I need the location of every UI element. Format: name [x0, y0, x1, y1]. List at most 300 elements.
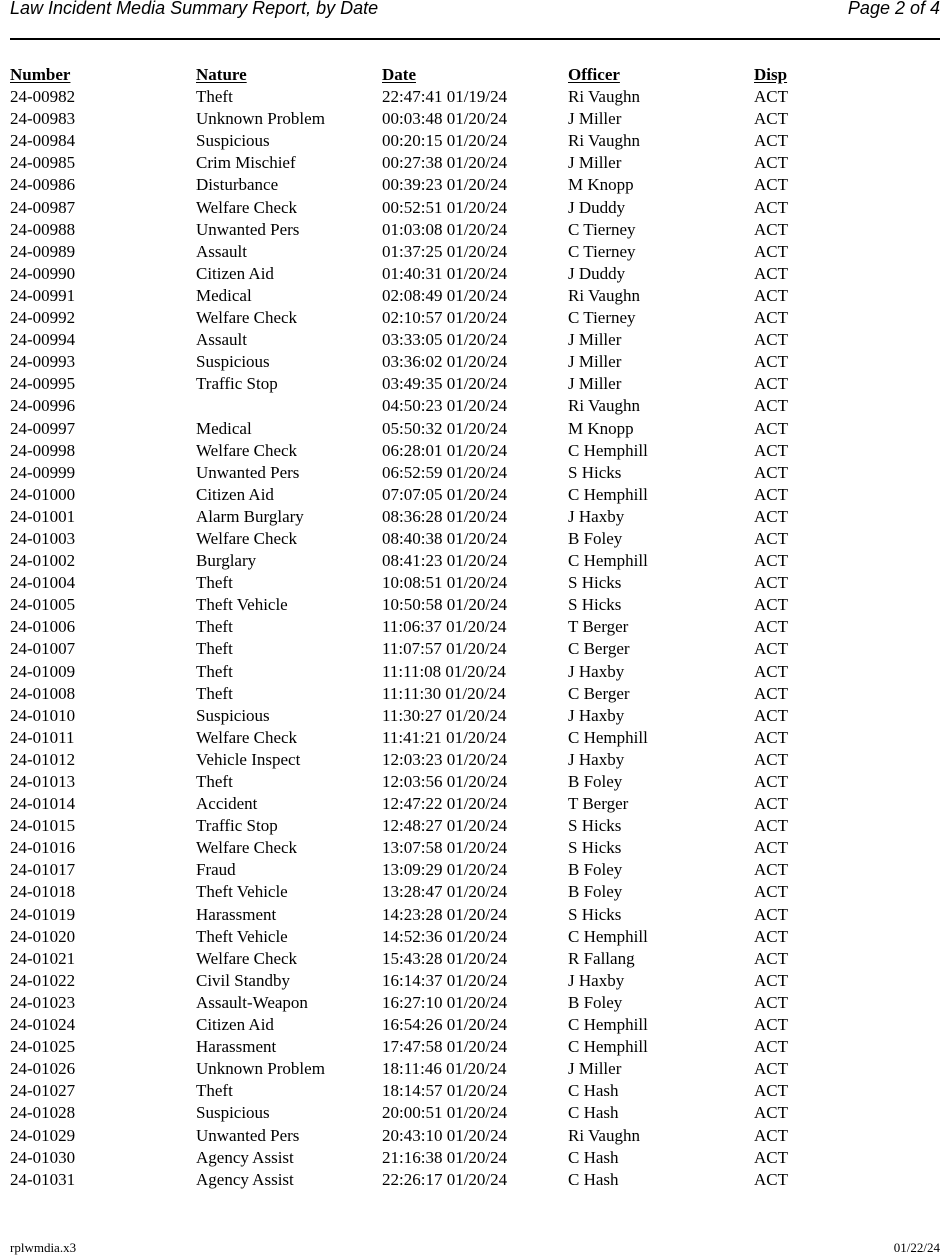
cell-number: 24-00998 — [10, 440, 76, 460]
cell-disp: ACT — [754, 683, 788, 703]
cell-date: 03:49:35 01/20/24 — [382, 374, 508, 394]
table-row — [10, 1080, 940, 1102]
cell-nature: Unwanted Pers — [196, 219, 300, 239]
cell-number: 24-01002 — [10, 551, 76, 571]
cell-officer: C Berger — [568, 639, 630, 659]
cell-officer: C Hash — [568, 1081, 619, 1101]
table-row — [10, 351, 940, 373]
cell-number: 24-00992 — [10, 308, 76, 328]
cell-date: 03:33:05 01/20/24 — [382, 330, 508, 350]
table-row — [10, 550, 940, 572]
cell-nature: Harassment — [196, 904, 277, 924]
cell-number: 24-01025 — [10, 1037, 76, 1057]
cell-nature: Theft — [196, 87, 233, 107]
column-header-officer: Officer — [568, 65, 620, 84]
cell-date: 00:39:23 01/20/24 — [382, 175, 508, 195]
table-row — [10, 749, 940, 771]
cell-officer: C Tierney — [568, 241, 636, 261]
table-row — [10, 241, 940, 263]
cell-disp: ACT — [754, 617, 788, 637]
cell-date: 00:20:15 01/20/24 — [382, 131, 508, 151]
page-number: Page 2 of 4 — [847, 0, 940, 18]
cell-nature: Suspicious — [196, 1103, 270, 1123]
cell-disp: ACT — [754, 772, 788, 791]
cell-number: 24-01019 — [10, 904, 76, 924]
table-row — [10, 992, 940, 1014]
cell-disp: ACT — [754, 970, 788, 990]
cell-disp: ACT — [754, 87, 788, 107]
cell-number: 24-00989 — [10, 241, 76, 261]
cell-officer: B Foley — [568, 860, 623, 880]
table-row — [10, 307, 940, 329]
table-row — [10, 152, 940, 174]
column-header-date: Date — [382, 65, 416, 84]
cell-date: 14:52:36 01/20/24 — [382, 926, 508, 946]
cell-nature: Theft — [196, 617, 233, 637]
cell-nature: Unwanted Pers — [196, 462, 300, 482]
table-row — [10, 130, 940, 152]
cell-officer: T Berger — [568, 794, 629, 814]
cell-date: 16:54:26 01/20/24 — [382, 1015, 508, 1035]
cell-officer: S Hicks — [568, 595, 622, 615]
cell-disp: ACT — [754, 1103, 788, 1123]
cell-disp: ACT — [754, 506, 788, 526]
table-row — [10, 572, 940, 594]
cell-nature: Assault — [196, 241, 247, 261]
cell-date: 13:09:29 01/20/24 — [382, 860, 508, 880]
cell-nature: Theft — [196, 1081, 233, 1101]
cell-number: 24-01011 — [10, 727, 75, 747]
cell-number: 24-01005 — [10, 595, 76, 615]
cell-officer: J Haxby — [568, 705, 625, 725]
table-row — [10, 1125, 940, 1147]
cell-officer: C Hash — [568, 1169, 619, 1189]
cell-nature: Theft — [196, 772, 233, 791]
cell-officer: J Haxby — [568, 970, 625, 990]
cell-nature: Suspicious — [196, 131, 270, 151]
cell-number: 24-00993 — [10, 352, 76, 372]
cell-number: 24-01016 — [10, 838, 76, 858]
cell-officer: J Haxby — [568, 661, 625, 681]
table-row — [10, 174, 940, 196]
cell-nature: Theft Vehicle — [196, 595, 288, 615]
cell-officer: B Foley — [568, 992, 623, 1012]
cell-number: 24-00990 — [10, 263, 76, 283]
cell-date: 21:16:38 01/20/24 — [382, 1147, 508, 1167]
cell-officer: J Miller — [568, 352, 622, 372]
cell-officer: C Hemphill — [568, 551, 648, 571]
cell-nature: Medical — [196, 418, 252, 438]
cell-date: 06:52:59 01/20/24 — [382, 462, 508, 482]
cell-date: 04:50:23 01/20/24 — [382, 396, 508, 416]
cell-number: 24-01028 — [10, 1103, 76, 1123]
cell-disp: ACT — [754, 639, 788, 659]
cell-date: 11:30:27 01/20/24 — [382, 705, 507, 725]
cell-disp: ACT — [754, 241, 788, 261]
cell-date: 16:27:10 01/20/24 — [382, 992, 508, 1012]
cell-nature: Medical — [196, 285, 252, 305]
cell-date: 17:47:58 01/20/24 — [382, 1037, 508, 1057]
table-row — [10, 1102, 940, 1124]
table-row — [10, 705, 940, 727]
cell-disp: ACT — [754, 396, 788, 416]
cell-officer: C Hemphill — [568, 1015, 648, 1035]
cell-date: 02:10:57 01/20/24 — [382, 308, 508, 328]
cell-officer: Ri Vaughn — [568, 396, 640, 416]
cell-number: 24-00982 — [10, 87, 76, 107]
cell-nature: Unwanted Pers — [196, 1125, 300, 1145]
cell-number: 24-00996 — [10, 396, 76, 416]
cell-date: 12:47:22 01/20/24 — [382, 794, 508, 814]
cell-nature: Agency Assist — [196, 1169, 294, 1189]
cell-officer: R Fallang — [568, 948, 635, 968]
cell-number: 24-01006 — [10, 617, 76, 637]
cell-nature: Disturbance — [196, 175, 279, 195]
cell-nature: Harassment — [196, 1037, 277, 1057]
cell-officer: J Miller — [568, 330, 622, 350]
cell-date: 13:07:58 01/20/24 — [382, 838, 508, 858]
cell-officer: B Foley — [568, 528, 623, 548]
cell-officer: J Miller — [568, 374, 622, 394]
cell-date: 00:27:38 01/20/24 — [382, 153, 508, 173]
cell-nature: Accident — [196, 794, 258, 814]
cell-nature: Theft Vehicle — [196, 926, 288, 946]
cell-number: 24-01013 — [10, 772, 76, 791]
cell-nature: Welfare Check — [196, 440, 298, 460]
cell-date: 13:28:47 01/20/24 — [382, 882, 508, 902]
cell-nature: Civil Standby — [196, 970, 290, 990]
cell-disp: ACT — [754, 926, 788, 946]
cell-nature: Citizen Aid — [196, 263, 274, 283]
table-row — [10, 616, 940, 638]
cell-officer: B Foley — [568, 882, 623, 902]
cell-nature: Agency Assist — [196, 1147, 294, 1167]
cell-date: 20:43:10 01/20/24 — [382, 1125, 508, 1145]
cell-number: 24-01027 — [10, 1081, 76, 1101]
cell-disp: ACT — [754, 175, 788, 195]
cell-date: 11:41:21 01/20/24 — [382, 727, 507, 747]
cell-disp: ACT — [754, 153, 788, 173]
cell-date: 18:14:57 01/20/24 — [382, 1081, 508, 1101]
cell-disp: ACT — [754, 1147, 788, 1167]
cell-number: 24-01029 — [10, 1125, 76, 1145]
cell-date: 03:36:02 01/20/24 — [382, 352, 508, 372]
cell-disp: ACT — [754, 794, 788, 814]
cell-number: 24-00994 — [10, 330, 76, 350]
cell-date: 11:11:30 01/20/24 — [382, 683, 506, 703]
table-row — [10, 970, 940, 992]
cell-date: 08:41:23 01/20/24 — [382, 551, 508, 571]
cell-date: 07:07:05 01/20/24 — [382, 484, 508, 504]
cell-officer: C Hemphill — [568, 1037, 648, 1057]
cell-date: 12:03:56 01/20/24 — [382, 772, 508, 791]
cell-nature: Assault — [196, 330, 247, 350]
cell-officer: J Miller — [568, 109, 622, 129]
cell-officer: Ri Vaughn — [568, 87, 640, 107]
cell-officer: S Hicks — [568, 816, 622, 836]
cell-number: 24-01020 — [10, 926, 76, 946]
cell-date: 16:14:37 01/20/24 — [382, 970, 508, 990]
cell-disp: ACT — [754, 551, 788, 571]
table-header-row — [10, 64, 940, 86]
cell-date: 01:40:31 01/20/24 — [382, 263, 508, 283]
cell-disp: ACT — [754, 1059, 788, 1079]
cell-officer: C Hemphill — [568, 484, 648, 504]
cell-disp: ACT — [754, 1081, 788, 1101]
cell-officer: C Hemphill — [568, 926, 648, 946]
table-row — [10, 948, 940, 970]
cell-number: 24-00983 — [10, 109, 76, 129]
cell-date: 12:03:23 01/20/24 — [382, 749, 508, 769]
cell-date: 00:03:48 01/20/24 — [382, 109, 508, 129]
cell-number: 24-01000 — [10, 484, 76, 504]
cell-nature: Assault-Weapon — [196, 992, 308, 1012]
table-row — [10, 1014, 940, 1036]
cell-date: 00:52:51 01/20/24 — [382, 197, 508, 217]
cell-date: 06:28:01 01/20/24 — [382, 440, 508, 460]
cell-date: 11:06:37 01/20/24 — [382, 617, 507, 637]
table-body — [10, 86, 940, 1191]
cell-nature: Theft Vehicle — [196, 882, 288, 902]
cell-date: 12:48:27 01/20/24 — [382, 816, 508, 836]
table-row — [10, 881, 940, 903]
table-row — [10, 285, 940, 307]
cell-number: 24-01021 — [10, 948, 76, 968]
cell-disp: ACT — [754, 573, 788, 593]
table-row — [10, 837, 940, 859]
cell-number: 24-01015 — [10, 816, 76, 836]
cell-nature: Alarm Burglary — [196, 506, 304, 526]
cell-disp: ACT — [754, 992, 788, 1012]
cell-date: 02:08:49 01/20/24 — [382, 285, 508, 305]
table-row — [10, 86, 940, 108]
table-row — [10, 462, 940, 484]
cell-disp: ACT — [754, 882, 788, 902]
cell-officer: J Duddy — [568, 263, 626, 283]
table-row — [10, 638, 940, 660]
cell-officer: Ri Vaughn — [568, 131, 640, 151]
table-row — [10, 793, 940, 815]
table-row — [10, 594, 940, 616]
cell-number: 24-00995 — [10, 374, 76, 394]
column-header-nature: Nature — [196, 65, 247, 84]
cell-nature: Vehicle Inspect — [196, 749, 301, 769]
cell-officer: Ri Vaughn — [568, 285, 640, 305]
cell-disp: ACT — [754, 838, 788, 858]
cell-nature: Welfare Check — [196, 838, 298, 858]
cell-officer: M Knopp — [568, 175, 634, 195]
table-row — [10, 329, 940, 351]
table-row — [10, 1147, 940, 1169]
cell-number: 24-00999 — [10, 462, 76, 482]
cell-nature: Citizen Aid — [196, 1015, 274, 1035]
table-row — [10, 506, 940, 528]
cell-number: 24-01003 — [10, 528, 76, 548]
cell-number: 24-00987 — [10, 197, 76, 217]
cell-disp: ACT — [754, 330, 788, 350]
cell-disp: ACT — [754, 462, 788, 482]
column-header-disp: Disp — [754, 65, 788, 84]
table-row — [10, 108, 940, 130]
cell-disp: ACT — [754, 109, 788, 129]
cell-officer: C Hemphill — [568, 727, 648, 747]
cell-number: 24-01030 — [10, 1147, 76, 1167]
cell-disp: ACT — [754, 197, 788, 217]
cell-officer: S Hicks — [568, 838, 622, 858]
cell-number: 24-01031 — [10, 1169, 76, 1189]
cell-date: 10:50:58 01/20/24 — [382, 595, 508, 615]
cell-number: 24-01008 — [10, 683, 76, 703]
cell-disp: ACT — [754, 352, 788, 372]
cell-number: 24-01007 — [10, 639, 76, 659]
cell-number: 24-00986 — [10, 175, 76, 195]
cell-nature: Crim Mischief — [196, 153, 296, 173]
cell-disp: ACT — [754, 595, 788, 615]
cell-disp: ACT — [754, 484, 788, 504]
cell-number: 24-01024 — [10, 1015, 76, 1035]
cell-date: 01:03:08 01/20/24 — [382, 219, 508, 239]
cell-nature: Citizen Aid — [196, 484, 274, 504]
cell-date: 18:11:46 01/20/24 — [382, 1059, 507, 1079]
cell-disp: ACT — [754, 727, 788, 747]
cell-nature: Theft — [196, 661, 233, 681]
cell-disp: ACT — [754, 308, 788, 328]
cell-officer: J Miller — [568, 153, 622, 173]
cell-officer: S Hicks — [568, 462, 622, 482]
cell-officer: C Tierney — [568, 308, 636, 328]
cell-number: 24-01026 — [10, 1059, 76, 1079]
cell-officer: C Hash — [568, 1103, 619, 1123]
table-row — [10, 219, 940, 241]
cell-nature: Suspicious — [196, 352, 270, 372]
table-row — [10, 263, 940, 285]
cell-disp: ACT — [754, 285, 788, 305]
cell-officer: C Berger — [568, 683, 630, 703]
cell-disp: ACT — [754, 1125, 788, 1145]
cell-nature: Welfare Check — [196, 948, 298, 968]
cell-number: 24-01009 — [10, 661, 76, 681]
cell-officer: S Hicks — [568, 573, 622, 593]
cell-number: 24-00991 — [10, 285, 76, 305]
cell-number: 24-01010 — [10, 705, 76, 725]
cell-disp: ACT — [754, 860, 788, 880]
table-row — [10, 926, 940, 948]
cell-officer: Ri Vaughn — [568, 1125, 640, 1145]
cell-nature: Burglary — [196, 551, 257, 571]
cell-officer: J Miller — [568, 1059, 622, 1079]
table-row — [10, 395, 940, 417]
table-row — [10, 373, 940, 395]
cell-disp: ACT — [754, 374, 788, 394]
table-row — [10, 1036, 940, 1058]
table-row — [10, 859, 940, 881]
cell-nature: Welfare Check — [196, 197, 298, 217]
cell-number: 24-00997 — [10, 418, 76, 438]
cell-number: 24-01014 — [10, 794, 76, 814]
incident-table — [10, 64, 940, 1191]
cell-officer: M Knopp — [568, 418, 634, 438]
footer-print-date: 01/22/24 — [893, 1240, 940, 1255]
cell-number: 24-01017 — [10, 860, 76, 880]
cell-nature: Welfare Check — [196, 727, 298, 747]
cell-number: 24-01004 — [10, 573, 76, 593]
cell-number: 24-01018 — [10, 882, 76, 902]
cell-officer: J Duddy — [568, 197, 626, 217]
cell-disp: ACT — [754, 904, 788, 924]
table-row — [10, 815, 940, 837]
cell-nature: Welfare Check — [196, 308, 298, 328]
cell-number: 24-01023 — [10, 992, 76, 1012]
table-row — [10, 1169, 940, 1191]
cell-nature: Traffic Stop — [196, 374, 278, 394]
cell-officer: B Foley — [568, 772, 623, 791]
cell-date: 10:08:51 01/20/24 — [382, 573, 508, 593]
table-row — [10, 440, 940, 462]
header-divider — [10, 38, 940, 40]
cell-date: 11:07:57 01/20/24 — [382, 639, 507, 659]
cell-nature: Theft — [196, 573, 233, 593]
table-row — [10, 418, 940, 440]
cell-date: 08:40:38 01/20/24 — [382, 528, 508, 548]
cell-disp: ACT — [754, 816, 788, 836]
table-row — [10, 528, 940, 550]
cell-number: 24-00984 — [10, 131, 76, 151]
footer-program-name: rplwmdia.x3 — [10, 1240, 77, 1255]
cell-date: 14:23:28 01/20/24 — [382, 904, 508, 924]
cell-disp: ACT — [754, 661, 788, 681]
table-row — [10, 683, 940, 705]
cell-nature: Welfare Check — [196, 528, 298, 548]
cell-date: 15:43:28 01/20/24 — [382, 948, 508, 968]
cell-officer: S Hicks — [568, 904, 622, 924]
cell-disp: ACT — [754, 263, 788, 283]
cell-disp: ACT — [754, 418, 788, 438]
cell-nature: Theft — [196, 683, 233, 703]
cell-date: 01:37:25 01/20/24 — [382, 241, 508, 261]
cell-number: 24-01001 — [10, 506, 76, 526]
cell-officer: C Tierney — [568, 219, 636, 239]
table-row — [10, 727, 940, 749]
cell-nature: Traffic Stop — [196, 816, 278, 836]
cell-nature: Unknown Problem — [196, 109, 325, 129]
table-row — [10, 771, 940, 793]
cell-number: 24-00988 — [10, 219, 76, 239]
cell-nature: Theft — [196, 639, 233, 659]
cell-nature: Suspicious — [196, 705, 270, 725]
cell-officer: T Berger — [568, 617, 629, 637]
cell-officer: C Hash — [568, 1147, 619, 1167]
table-row — [10, 197, 940, 219]
cell-officer: J Haxby — [568, 749, 625, 769]
cell-date: 22:26:17 01/20/24 — [382, 1169, 508, 1189]
cell-number: 24-00985 — [10, 153, 76, 173]
cell-disp: ACT — [754, 705, 788, 725]
cell-date: 05:50:32 01/20/24 — [382, 418, 508, 438]
cell-disp: ACT — [754, 1037, 788, 1057]
cell-disp: ACT — [754, 948, 788, 968]
cell-nature: Fraud — [196, 860, 236, 880]
cell-officer: C Hemphill — [568, 440, 648, 460]
cell-officer: J Haxby — [568, 506, 625, 526]
table-row — [10, 904, 940, 926]
column-header-number: Number — [10, 65, 71, 84]
table-row — [10, 661, 940, 683]
cell-disp: ACT — [754, 1169, 788, 1189]
cell-date: 20:00:51 01/20/24 — [382, 1103, 508, 1123]
cell-disp: ACT — [754, 528, 788, 548]
cell-number: 24-01022 — [10, 970, 76, 990]
report-title: Law Incident Media Summary Report, by Date — [10, 0, 379, 18]
